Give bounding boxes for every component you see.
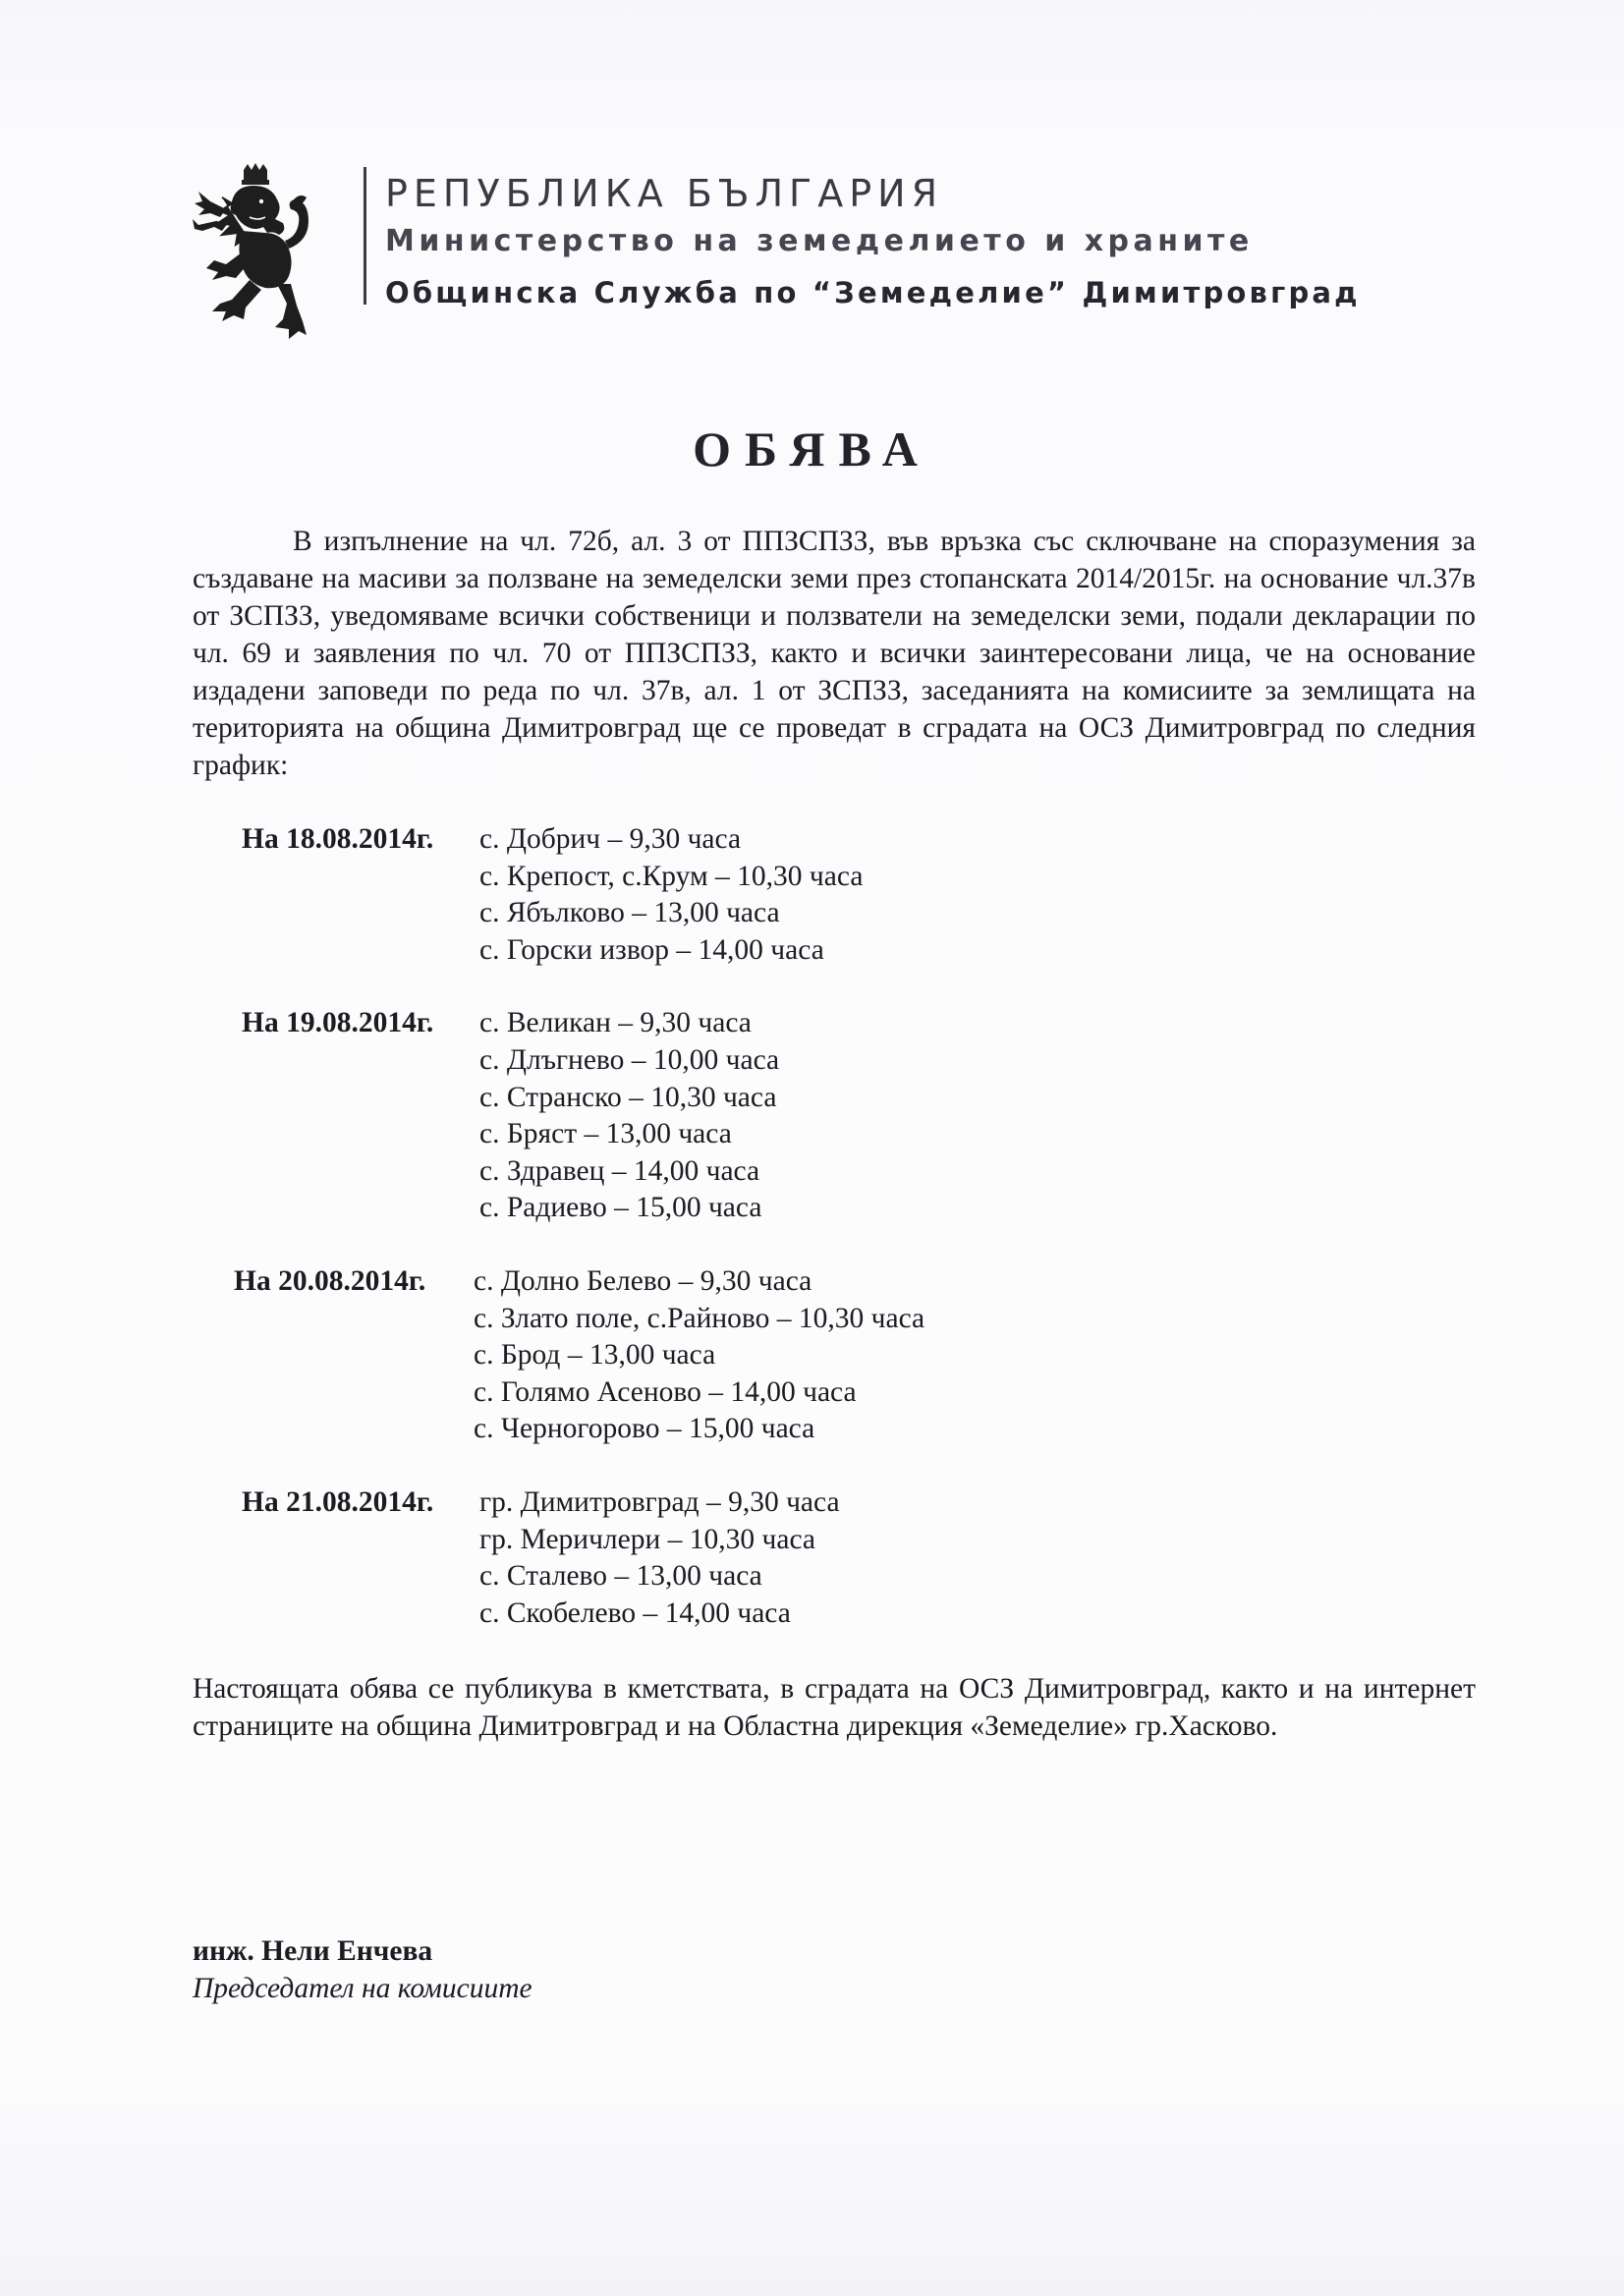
schedule-item: с. Бряст – 13,00 часа: [479, 1118, 732, 1150]
closing-paragraph: Настоящата обява се публикува в кметствата, в сградата на ОСЗ Димитровград, както и на интернет страниците на община Димитровград и на Областна дирекция «Земеделие» гр.Хасково.: [193, 1673, 1476, 1742]
schedule-day: [234, 1263, 1322, 1448]
bulgarian-lion-coat-of-arms-icon: [193, 162, 320, 344]
schedule-item: гр. Меричлери – 10,30 часа: [479, 1523, 815, 1555]
schedule-item: с. Радиево – 15,00 часа: [479, 1192, 762, 1224]
schedule-day: [242, 1005, 1322, 1227]
schedule-day-label: На 18.08.2014г.: [242, 823, 434, 855]
intro-paragraph: В изпълнение на чл. 72б, ал. 3 от ППЗСПЗЗ, във връзка със сключване на споразумения за създаване на масиви за ползване на земеделски земи през стопанската 2014/2015г. на основание чл.37в от ЗСПЗЗ, уведомяваме всички собственици и ползватели на земеделски земи, подали декларации по чл. 69 и заявления по чл. 70 от ППЗСПЗЗ, както и всички заинтересовани лица, че на основание издадени заповеди по реда по чл. 37в, ал. 1 от ЗСПЗЗ, заседанията на комисиите за землищата на територията на община Димитровград ще се проведат в сградата на ОСЗ Димитровград по следния график:: [193, 526, 1476, 781]
schedule-day-label: На 20.08.2014г.: [234, 1264, 426, 1297]
schedule-item: с. Горски извор – 14,00 часа: [479, 933, 824, 966]
schedule-item: с. Странско – 10,30 часа: [479, 1081, 777, 1113]
schedule-item: с. Сталево – 13,00 часа: [479, 1560, 762, 1593]
republic-name: РЕПУБЛИКА БЪЛГАРИЯ: [385, 172, 943, 215]
schedule-item: с. Здравец – 14,00 часа: [479, 1154, 760, 1187]
document-title: ОБЯВА: [693, 421, 931, 476]
ministry-name: Министерство на земеделието и храните: [385, 224, 1254, 258]
signature-block: [193, 1932, 532, 2007]
letterhead: [193, 162, 1489, 349]
schedule-item: с. Ябълково – 13,00 часа: [479, 897, 780, 929]
schedule-day-label: На 21.08.2014г.: [242, 1485, 434, 1518]
schedule-item: с. Долно Белево – 9,30 часа: [474, 1264, 812, 1297]
schedule-item: с. Голямо Асеново – 14,00 часа: [474, 1375, 857, 1408]
schedule-item: гр. Димитровград – 9,30 часа: [479, 1485, 840, 1518]
intro-paragraph-container: [193, 523, 1476, 784]
schedule-day: [242, 1484, 1322, 1632]
service-name: Общинска Служба по “Земеделие” Димитровград: [385, 276, 1361, 309]
letterhead-text: [385, 170, 1361, 319]
schedule-item: с. Скобелево – 14,00 часа: [479, 1596, 791, 1629]
letterhead-divider: [364, 167, 366, 305]
schedule-day: [242, 821, 1322, 969]
schedule-item: с. Брод – 13,00 часа: [474, 1339, 716, 1372]
schedule-item: с. Длъгнево – 10,00 часа: [479, 1043, 780, 1076]
signatory-role: Председател на комисиите: [193, 1973, 532, 2004]
schedule-item: с. Добрич – 9,30 часа: [479, 823, 742, 855]
schedule-day-label: На 19.08.2014г.: [242, 1007, 434, 1039]
schedule-item: с. Злато поле, с.Райново – 10,30 часа: [474, 1302, 925, 1334]
schedule-item: с. Черногорово – 15,00 часа: [474, 1413, 815, 1445]
schedule-item: с. Крепост, с.Крум – 10,30 часа: [479, 860, 864, 892]
signatory-name: инж. Нели Енчева: [193, 1935, 433, 1967]
meeting-schedule: [234, 821, 1322, 1668]
schedule-item: с. Великан – 9,30 часа: [479, 1007, 752, 1039]
